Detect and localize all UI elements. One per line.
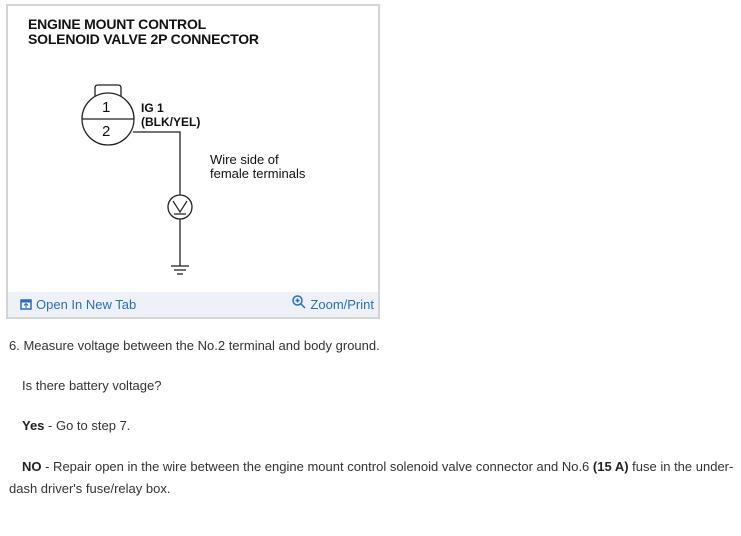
title-line-2: SOLENOID VALVE 2P CONNECTOR bbox=[28, 31, 259, 47]
wire-circuit: IG 1 bbox=[141, 101, 164, 115]
note-line-2: female terminals bbox=[210, 166, 306, 181]
diagram-title bbox=[28, 17, 259, 47]
zoom-print-label: Zoom/Print bbox=[310, 297, 374, 312]
zoom-print-link[interactable] bbox=[292, 294, 374, 312]
wire-line bbox=[133, 132, 180, 195]
wire-label bbox=[141, 101, 200, 129]
connector-diagram bbox=[8, 6, 378, 296]
open-new-tab-label: Open In New Tab bbox=[36, 297, 137, 312]
figure-footer bbox=[8, 292, 378, 317]
no-text-1: - Repair open in the wire between the engine mount control solenoid valve connector and No.6 bbox=[41, 459, 593, 474]
terminal-2-label: 2 bbox=[102, 123, 111, 140]
open-new-tab-link[interactable] bbox=[20, 297, 136, 312]
voltmeter-icon bbox=[168, 195, 192, 219]
note-line-1: Wire side of bbox=[210, 152, 279, 167]
open-new-tab-icon bbox=[20, 299, 32, 310]
diagram-figure bbox=[6, 4, 380, 319]
yes-label: Yes bbox=[22, 418, 45, 433]
wire-color: (BLK/YEL) bbox=[141, 115, 201, 129]
wire-side-note bbox=[210, 153, 305, 181]
no-answer bbox=[9, 456, 734, 500]
terminal-1-label: 1 bbox=[102, 99, 111, 116]
no-label: NO bbox=[22, 459, 42, 474]
yes-text: - Go to step 7. bbox=[44, 418, 131, 433]
title-line-1: ENGINE MOUNT CONTROL bbox=[28, 16, 206, 32]
yes-answer bbox=[22, 415, 741, 437]
fuse-rating: (15 A) bbox=[592, 459, 629, 474]
question-text: Is there battery voltage? bbox=[22, 378, 162, 393]
no-text-2: fuse in the under-dash driver's fuse/relay box. bbox=[9, 459, 734, 496]
zoom-in-icon bbox=[292, 295, 306, 309]
step-6-text: 6. Measure voltage between the No.2 terminal and body ground. bbox=[9, 338, 380, 353]
